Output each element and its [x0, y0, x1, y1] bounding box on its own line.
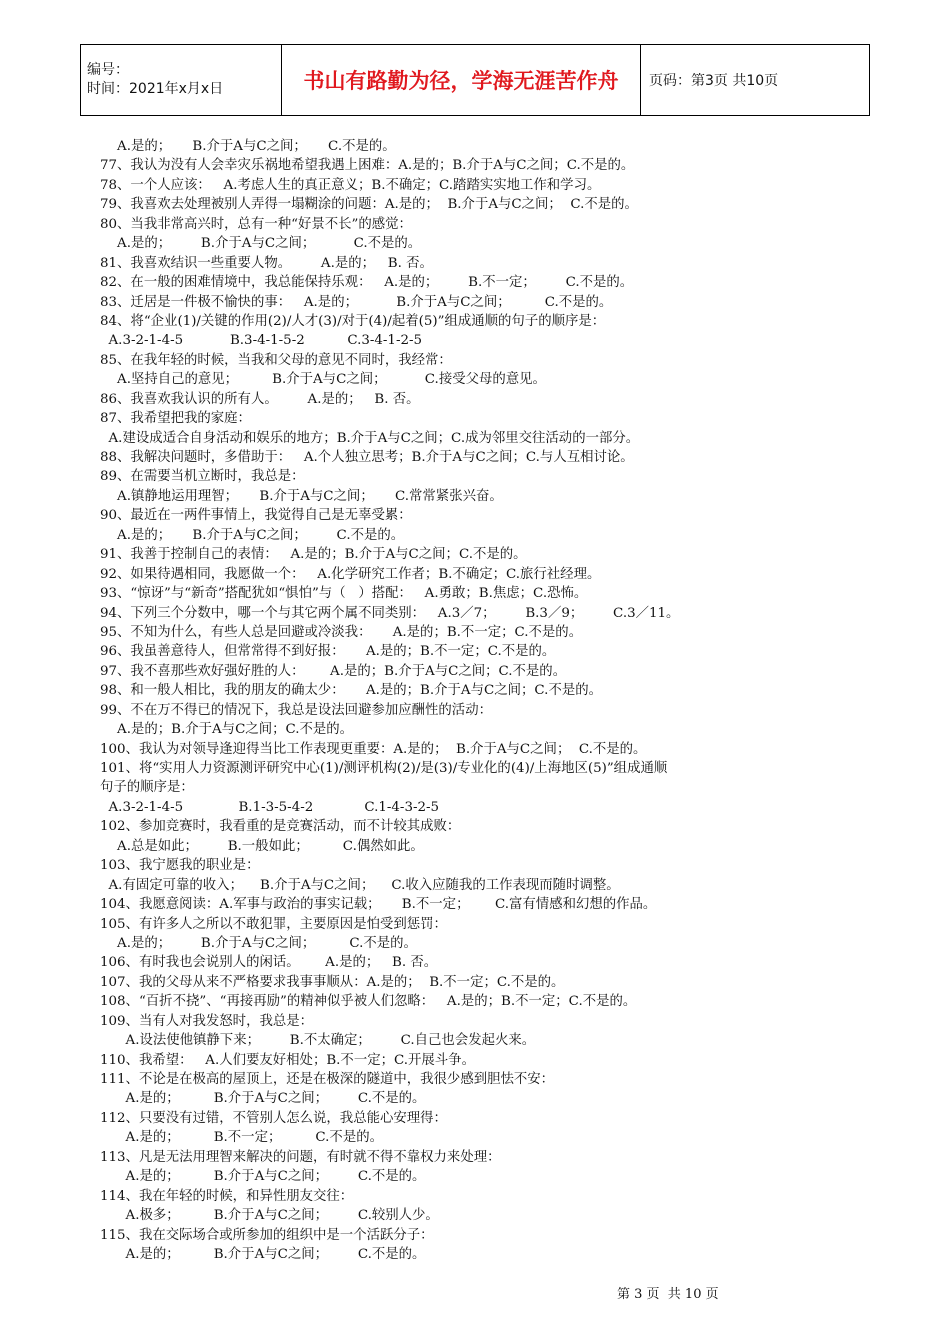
- text-line: 115、我在交际场合或所参加的组织中是一个活跃分子：: [100, 1227, 434, 1243]
- text-line: 108、“百折不挠”、“再接再励”的精神似乎被人们忽略： A.是的；B.不一定；C.不是的。: [100, 994, 637, 1010]
- text-line: 111、不论是在极高的屋顶上，还是在极深的隧道中，我很少感到胆怯不安：: [100, 1072, 555, 1087]
- text-line: 107、我的父母从来不严格要求我事事顺从：A.是的； B.不一定；C.不是的。: [100, 974, 565, 990]
- text-line: 109、当有人对我发怒时，我总是：: [100, 1013, 314, 1029]
- text-line: A.总是如此； B.一般如此； C.偶然如此。: [100, 838, 424, 854]
- text-line: A.是的； B.介于A与C之间； C.不是的。: [100, 935, 417, 951]
- text-line: 114、我在年轻的时候，和异性朋友交往：: [100, 1188, 354, 1204]
- text-line: 80、当我非常高兴时，总有一种“好景不长”的感觉：: [100, 216, 412, 232]
- text-line: A.坚持自己的意见； B.介于A与C之间； C.接受父母的意见。: [100, 372, 546, 388]
- text-line: 91、我善于控制自己的表情： A.是的；B.介于A与C之间；C.不是的。: [100, 547, 527, 563]
- document-header: [80, 44, 870, 116]
- text-line: 100、我认为对领导逢迎得当比工作表现更重要：A.是的； B.介于A与C之间； C.不是的。: [100, 741, 647, 757]
- text-line: A.3-2-1-4-5 B.1-3-5-4-2 C.1-4-3-2-5: [100, 799, 440, 815]
- text-line: 86、我喜欢我认识的所有人。 A.是的； B. 否。: [100, 391, 420, 407]
- text-line: A.是的； B.介于A与C之间； C.不是的。: [100, 527, 405, 543]
- header-page-label: 页码：第3页 共10页: [641, 45, 870, 116]
- text-line: 78、一个人应该： A.考虑人生的真正意义；B.不确定；C.踏踏实实地工作和学习。: [100, 177, 601, 193]
- text-line: 83、迁居是一件极不愉快的事： A.是的； B.介于A与C之间； C.不是的。: [100, 294, 613, 310]
- footer-page-number: 第 3 页 共 10 页: [617, 1287, 719, 1302]
- text-line: 103、我宁愿我的职业是：: [100, 858, 260, 874]
- text-line: 97、我不喜那些欢好强好胜的人： A.是的；B.介于A与C之间；C.不是的。: [100, 663, 567, 679]
- text-line: 95、不知为什么，有些人总是回避或冷淡我： A.是的；B.不一定；C.不是的。: [100, 624, 583, 640]
- text-line: A.是的； B.不一定； C.不是的。: [100, 1130, 383, 1146]
- text-line: 101、将“实用人力资源测评研究中心(1)/测评机构(2)/是(3)/专业化的(4)/上海地区(5)”组成通顺: [100, 761, 668, 776]
- text-line: 92、如果待遇相同，我愿做一个： A.化学研究工作者；B.不确定；C.旅行社经理。: [100, 566, 601, 582]
- text-line: 110、我希望： A.人们要友好相处；B.不一定；C.开展斗争。: [100, 1052, 475, 1068]
- text-line: 102、参加竞赛时，我看重的是竞赛活动，而不计较其成败：: [100, 819, 461, 835]
- text-line: 96、我虽善意待人，但常常得不到好报： A.是的；B.不一定；C.不是的。: [100, 644, 556, 660]
- text-line: 87、我希望把我的家庭：: [100, 411, 251, 427]
- text-line: A.是的； B.介于A与C之间； C.不是的。: [100, 1169, 426, 1185]
- text-line: A.极多； B.介于A与C之间； C.较别人少。: [100, 1208, 439, 1224]
- text-line: 句子的顺序是：: [100, 780, 194, 796]
- number-label: 编号：: [87, 62, 129, 78]
- text-line: 88、我解决问题时，多借助于： A.个人独立思考；B.介于A与C之间；C.与人互相讨论。: [100, 450, 634, 465]
- time-label: 时间：2021年x月x日: [87, 81, 224, 97]
- text-line: 112、只要没有过错，不管别人怎么说，我总能心安理得：: [100, 1110, 447, 1126]
- text-line: 82、在一般的困难情境中，我总能保持乐观： A.是的； B.不一定； C.不是的。: [100, 275, 634, 291]
- text-line: 98、和一般人相比，我的朋友的确太少： A.是的；B.介于A与C之间；C.不是的。: [100, 683, 603, 699]
- text-line: 85、在我年轻的时候，当我和父母的意见不同时，我经常：: [100, 352, 452, 368]
- text-line: 79、我喜欢去处理被别人弄得一塌糊涂的问题：A.是的； B.介于A与C之间； C.不是的。: [100, 197, 638, 213]
- text-line: 113、凡是无法用理智来解决的问题，有时就不得不靠权力来处理：: [100, 1149, 501, 1165]
- text-line: A.是的； B.介于A与C之间； C.不是的。: [100, 236, 422, 252]
- text-line: 84、将“企业(1)/关键的作用(2)/人才(3)/对于(4)/起着(5)”组成通顺的句子的顺序是：: [100, 313, 606, 329]
- header-meta: [81, 45, 282, 116]
- text-line: 106、有时我也会说别人的闲话。 A.是的； B. 否。: [100, 955, 438, 971]
- text-line: A.是的；B.介于A与C之间；C.不是的。: [100, 722, 354, 738]
- text-line: 105、有许多人之所以不敢犯罪，主要原因是怕受到惩罚：: [100, 916, 447, 932]
- text-line: 104、我愿意阅读：A.军事与政治的事实记载； B.不一定； C.富有情感和幻想的作品。: [100, 897, 657, 913]
- text-line: 94、下列三个分数中，哪一个与其它两个属不同类别： A.3／7； B.3／9； C.3／11。: [100, 605, 680, 621]
- text-line: A.3-2-1-4-5 B.3-4-1-5-2 C.3-4-1-2-5: [100, 333, 423, 349]
- text-line: A.是的； B.介于A与C之间； C.不是的。: [100, 1091, 426, 1107]
- text-line: A.有固定可靠的收入； B.介于A与C之间； C.收入应随我的工作表现而随时调整。: [100, 877, 620, 893]
- text-line: 81、我喜欢结识一些重要人物。 A.是的； B. 否。: [100, 255, 433, 271]
- text-line: 77、我认为没有人会幸灾乐祸地希望我遇上困难：A.是的；B.介于A与C之间；C.不是的。: [100, 158, 635, 174]
- text-line: A.镇静地运用理智； B.介于A与C之间； C.常常紧张兴奋。: [100, 488, 503, 504]
- text-line: 93、“惊讶”与“新奇”搭配犹如“惧怕”与（ ）搭配： A.勇敢；B.焦虑；C.恐怖。: [100, 586, 588, 602]
- text-line: A.是的； B.介于A与C之间； C.不是的。: [100, 139, 396, 154]
- text-line: A.是的； B.介于A与C之间； C.不是的。: [100, 1246, 426, 1262]
- text-line: A.设法使他镇静下来； B.不太确定； C.自己也会发起火来。: [100, 1033, 536, 1049]
- text-line: A.建设成适合自身活动和娱乐的地方；B.介于A与C之间；C.成为邻里交往活动的一部分。: [100, 430, 640, 446]
- header-motto: 书山有路勤为径，学海无涯苦作舟: [282, 45, 641, 116]
- text-line: 99、不在万不得已的情况下，我总是设法回避参加应酬性的活动：: [100, 702, 492, 718]
- text-line: 89、在需要当机立断时，我总是：: [100, 469, 305, 485]
- text-line: 90、最近在一两件事情上，我觉得自己是无辜受累：: [100, 508, 412, 524]
- question-list: [100, 137, 870, 1264]
